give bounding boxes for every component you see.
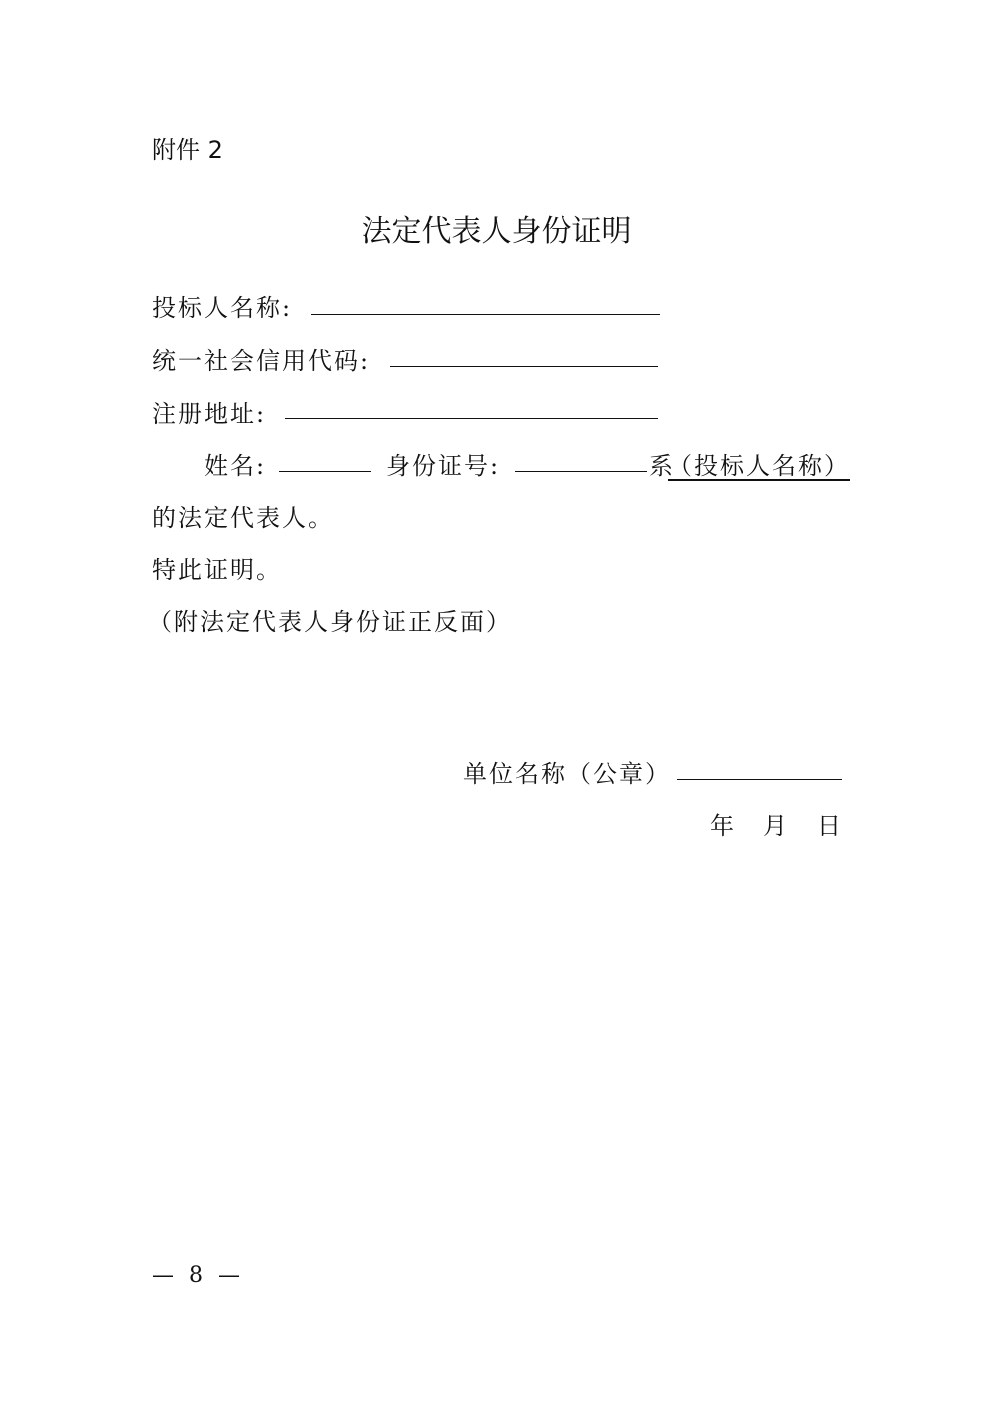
attachment-note: （附法定代表人身份证正反面） [148,608,512,636]
name-blank [279,471,371,472]
attachment-label: 附件 2 [152,136,223,164]
unit-seal-label: 单位名称（公章） [463,760,671,788]
credit-code-blank [390,366,658,367]
address-blank [285,418,658,419]
page-number: — 8 — [152,1263,244,1288]
document-title: 法定代表人身份证明 [361,214,632,249]
relation-text: 系 [649,452,675,480]
id-number-blank [515,471,647,472]
bidder-name-label: 投标人名称: [152,294,293,322]
certify-line: 特此证明。 [152,556,282,584]
date-year: 年 [710,812,736,840]
id-number-label: 身份证号: [386,452,501,480]
address-label: 注册地址: [152,400,267,428]
unit-seal-blank [677,779,842,780]
credit-code-label: 统一社会信用代码: [152,347,371,375]
date-month: 月 [763,812,789,840]
name-label: 姓名: [204,452,267,480]
bidder-name-blank [311,314,660,315]
bidder-name-placeholder: （投标人名称） [668,452,850,480]
legal-rep-line: 的法定代表人。 [152,504,334,532]
date-day: 日 [817,812,843,840]
